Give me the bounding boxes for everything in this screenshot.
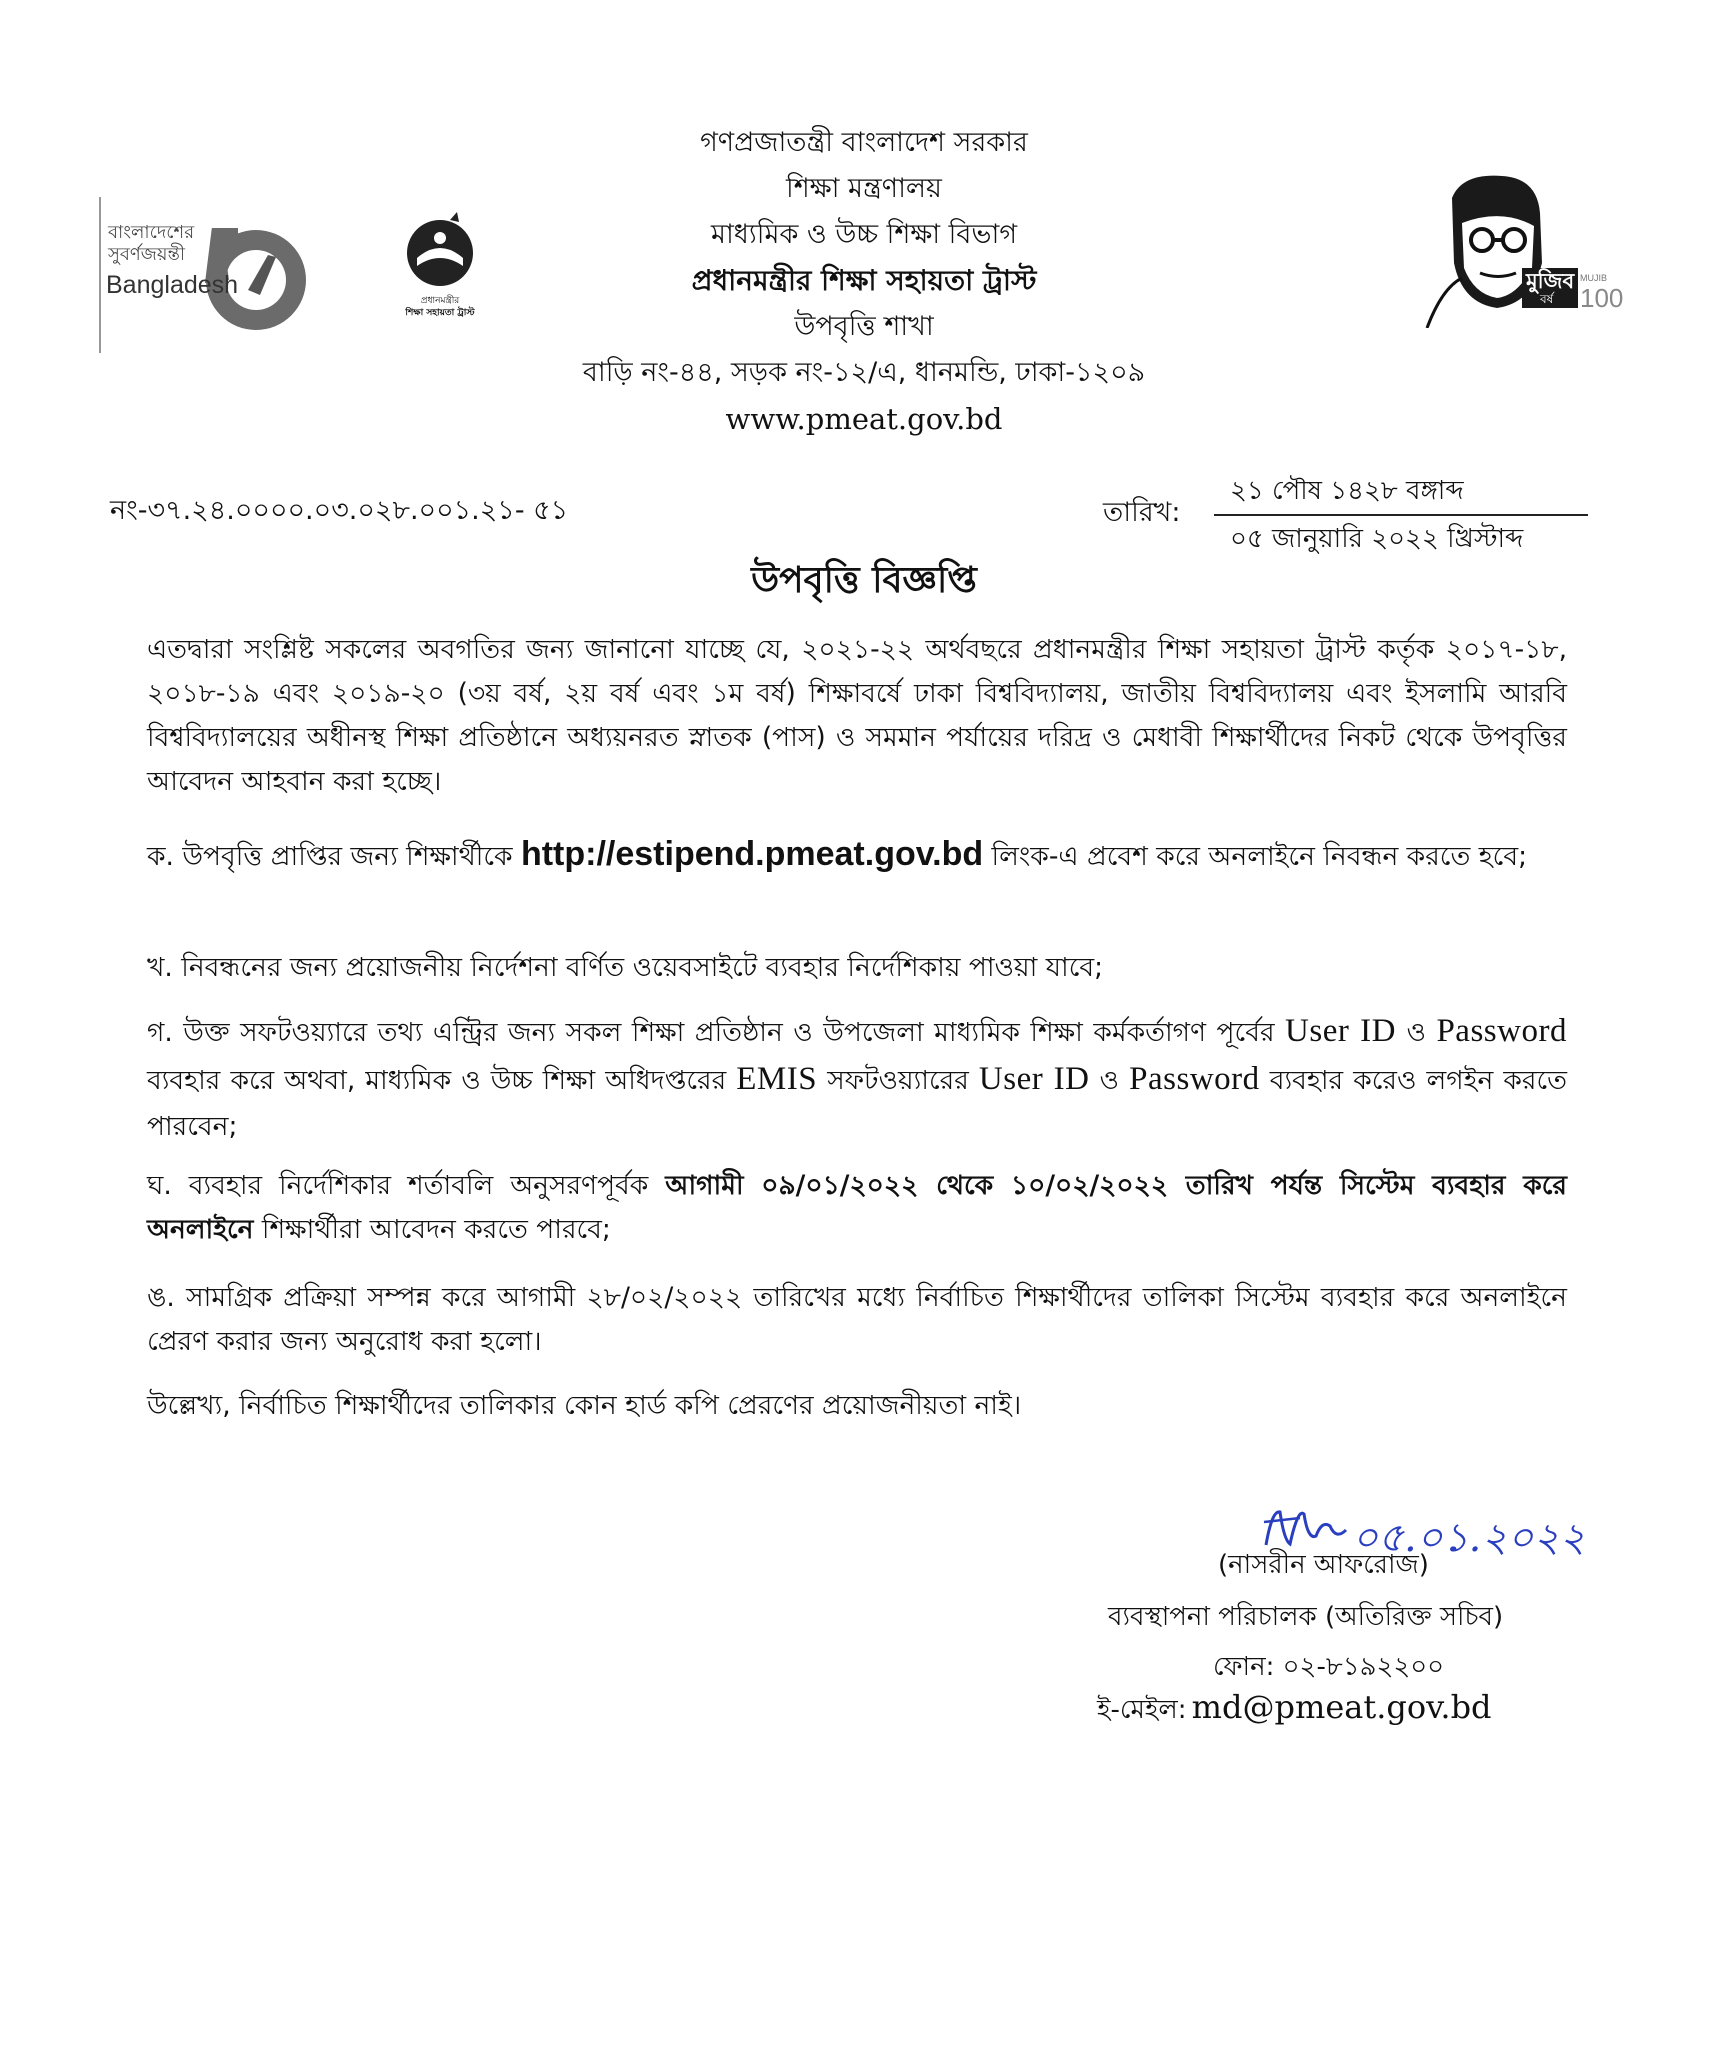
password-term-1: Password — [1436, 1013, 1567, 1049]
intro-paragraph: এতদ্বারা সংশ্লিষ্ট সকলের অবগতির জন্য জানানো যাচ্ছে যে, ২০২১-২২ অর্থবছরে প্রধানমন্ত্রীর শিক্ষা সহায়তা ট্রাস্ট কর্তৃক ২০১৭-১৮, ২০১৮-১৯ এবং ২০১৯-২০ (৩য় বর্ষ, ২য় বর্ষ এবং ১ম বর্ষ) শিক্ষাবর্ষে ঢাকা বিশ্ববিদ্যালয়, জাতীয় বিশ্ববিদ্যালয় এবং ইসলামি আরবি বিশ্ববিদ্যালয়ের অধীনস্থ শিক্ষা প্রতিষ্ঠানে অধ্যয়নরত স্নাতক (পাস) ও সমমান পর্যায়ের দরিদ্র ও মেধাবী শিক্ষার্থীদের নিকট থেকে উপবৃত্তির আবেদন আহবান করা হচ্ছে। — [147, 634, 1567, 797]
letterhead — [464, 120, 1264, 442]
header-branch: উপবৃত্তি শাখা — [794, 311, 934, 342]
mujib-mark: MUJIB — [1580, 273, 1607, 283]
user-id-term-1: User ID — [1285, 1013, 1396, 1049]
item-ga-text-3: ব্যবহার করে অথবা, মাধ্যমিক ও উচ্চ শিক্ষা অধিদপ্তরের — [147, 1065, 727, 1096]
trust-logo-caption1: প্রধানমন্ত্রীর — [420, 296, 460, 306]
date-divider — [1214, 514, 1588, 516]
notice-title: উপবৃত্তি বিজ্ঞপ্তি — [751, 560, 977, 601]
header-government: গণপ্রজাতন্ত্রী বাংলাদেশ সরকার — [700, 127, 1028, 158]
item-umo — [147, 1276, 1567, 1364]
password-term-2: Password — [1129, 1061, 1260, 1097]
item-kha — [147, 946, 1567, 990]
item-gha — [147, 1164, 1567, 1252]
notice-body — [147, 628, 1567, 804]
item-ga-text-4: সফটওয়্যারের — [827, 1065, 969, 1096]
item-ga-text-5: ও — [1099, 1065, 1120, 1096]
date-english: ০৫ জানুয়ারি ২০২২ খ্রিস্টাব্দ — [1230, 524, 1524, 554]
header-division: মাধ্যমিক ও উচ্চ শিক্ষা বিভাগ — [710, 219, 1018, 250]
item-ga-text-2: ও — [1406, 1017, 1426, 1048]
header-ministry: শিক্ষা মন্ত্রণালয় — [786, 173, 942, 204]
item-ga-text-6: ব্যবহার করেও লগইন করতে পারবেন; — [147, 1065, 1567, 1142]
note-text: উল্লেখ্য, নির্বাচিত শিক্ষার্থীদের তালিকার কোন হার্ড কপি প্রেরণের প্রয়োজনীয়তা নাই। — [147, 1390, 1022, 1421]
memo-number: নং-৩৭.২৪.০০০০.০৩.০২৮.০০১.২১- ৫১ — [110, 495, 569, 526]
mujib-100-logo — [1422, 168, 1622, 333]
item-gha-text-post: শিক্ষার্থীরা আবেদন করতে পারবে; — [261, 1214, 611, 1245]
note — [147, 1384, 1567, 1428]
logo-text-subarnajayanti: সুবর্ণজয়ন্তী — [108, 244, 186, 265]
item-kha-text: খ. নিবন্ধনের জন্য প্রয়োজনীয় নির্দেশনা বর্ণিত ওয়েবসাইটে ব্যবহার নির্দেশিকায় পাওয়া যাবে; — [147, 952, 1104, 983]
item-ka — [147, 832, 1567, 879]
logo-text-bangladesh: Bangladesh — [106, 271, 239, 299]
logo-text-bangladesher: বাংলাদেশের — [108, 222, 195, 243]
item-ga — [147, 1008, 1567, 1150]
item-gha-text-pre: ঘ. ব্যবহার নির্দেশিকার শর্তাবলি অনুসরণপূর্বক — [147, 1170, 649, 1201]
signatory-phone: ফোন: ০২-৮১৯২২০০ — [1213, 1652, 1445, 1682]
mujib-text: মুজিব — [1526, 269, 1575, 293]
handwritten-date: ০৫.০১.২০২২ — [1352, 1515, 1586, 1561]
signatory-name: (নাসরীন আফরোজ) — [1218, 1550, 1429, 1580]
header-address: বাড়ি নং-৪৪, সড়ক নং-১২/এ, ধানমন্ডি, ঢাকা-১২০৯ — [582, 357, 1146, 388]
item-umo-text: ঙ. সামগ্রিক প্রক্রিয়া সম্পন্ন করে আগামী ২৮/০২/২০২২ তারিখের মধ্যে নির্বাচিত শিক্ষার্থীদের তালিকা সিস্টেম ব্যবহার করে অনলাইনে প্রেরণ করার জন্য অনুরোধ করা হলো। — [147, 1282, 1567, 1357]
item-ka-text: ক. উপবৃত্তি প্রাপ্তির জন্য শিক্ষার্থীকে — [147, 841, 513, 872]
header-trust-name: প্রধানমন্ত্রীর শিক্ষা সহায়তা ট্রাস্ট — [691, 264, 1037, 297]
logo-number-50 — [228, 255, 295, 324]
trust-logo-caption2: শিক্ষা সহায়তা ট্রাস্ট — [405, 308, 475, 318]
date-label: তারিখ: — [1103, 497, 1181, 528]
signatory-designation: ব্যবস্থাপনা পরিচালক (অতিরিক্ত সচিব) — [1108, 1602, 1504, 1632]
user-id-term-2: User ID — [978, 1061, 1090, 1097]
signatory-email-row — [1097, 1688, 1492, 1733]
date-bangla: ২১ পৌষ ১৪২৮ বঙ্গাব্দ — [1230, 476, 1464, 506]
borsho-text: বর্ষ — [1540, 292, 1554, 306]
mujib-number-100: 100 — [1580, 283, 1624, 313]
header-website: www.pmeat.gov.bd — [725, 402, 1003, 436]
estipend-link[interactable]: http://estipend.pmeat.gov.bd — [520, 835, 984, 873]
bangladesh-50-logo — [98, 195, 308, 355]
emis-term: EMIS — [736, 1061, 818, 1097]
application-period: আগামী ০৯/০১/২০২২ থেকে ১০/০২/২০২২ তারিখ পর্যন্ত সিস্টেম ব্যবহার করে অনলাইনে — [147, 1170, 1567, 1245]
email-label: ই-মেইল: — [1097, 1695, 1187, 1725]
email-address[interactable]: md@pmeat.gov.bd — [1191, 1688, 1492, 1726]
item-ga-text-1: গ. উক্ত সফটওয়্যারে তথ্য এন্ট্রির জন্য সকল শিক্ষা প্রতিষ্ঠান ও উপজেলা মাধ্যমিক শিক্ষা কর্মকর্তাগণ পূর্বের — [147, 1017, 1275, 1048]
item-ka-text-post: লিংক-এ প্রবেশ করে অনলাইনে নিবন্ধন করতে হবে; — [991, 841, 1527, 872]
